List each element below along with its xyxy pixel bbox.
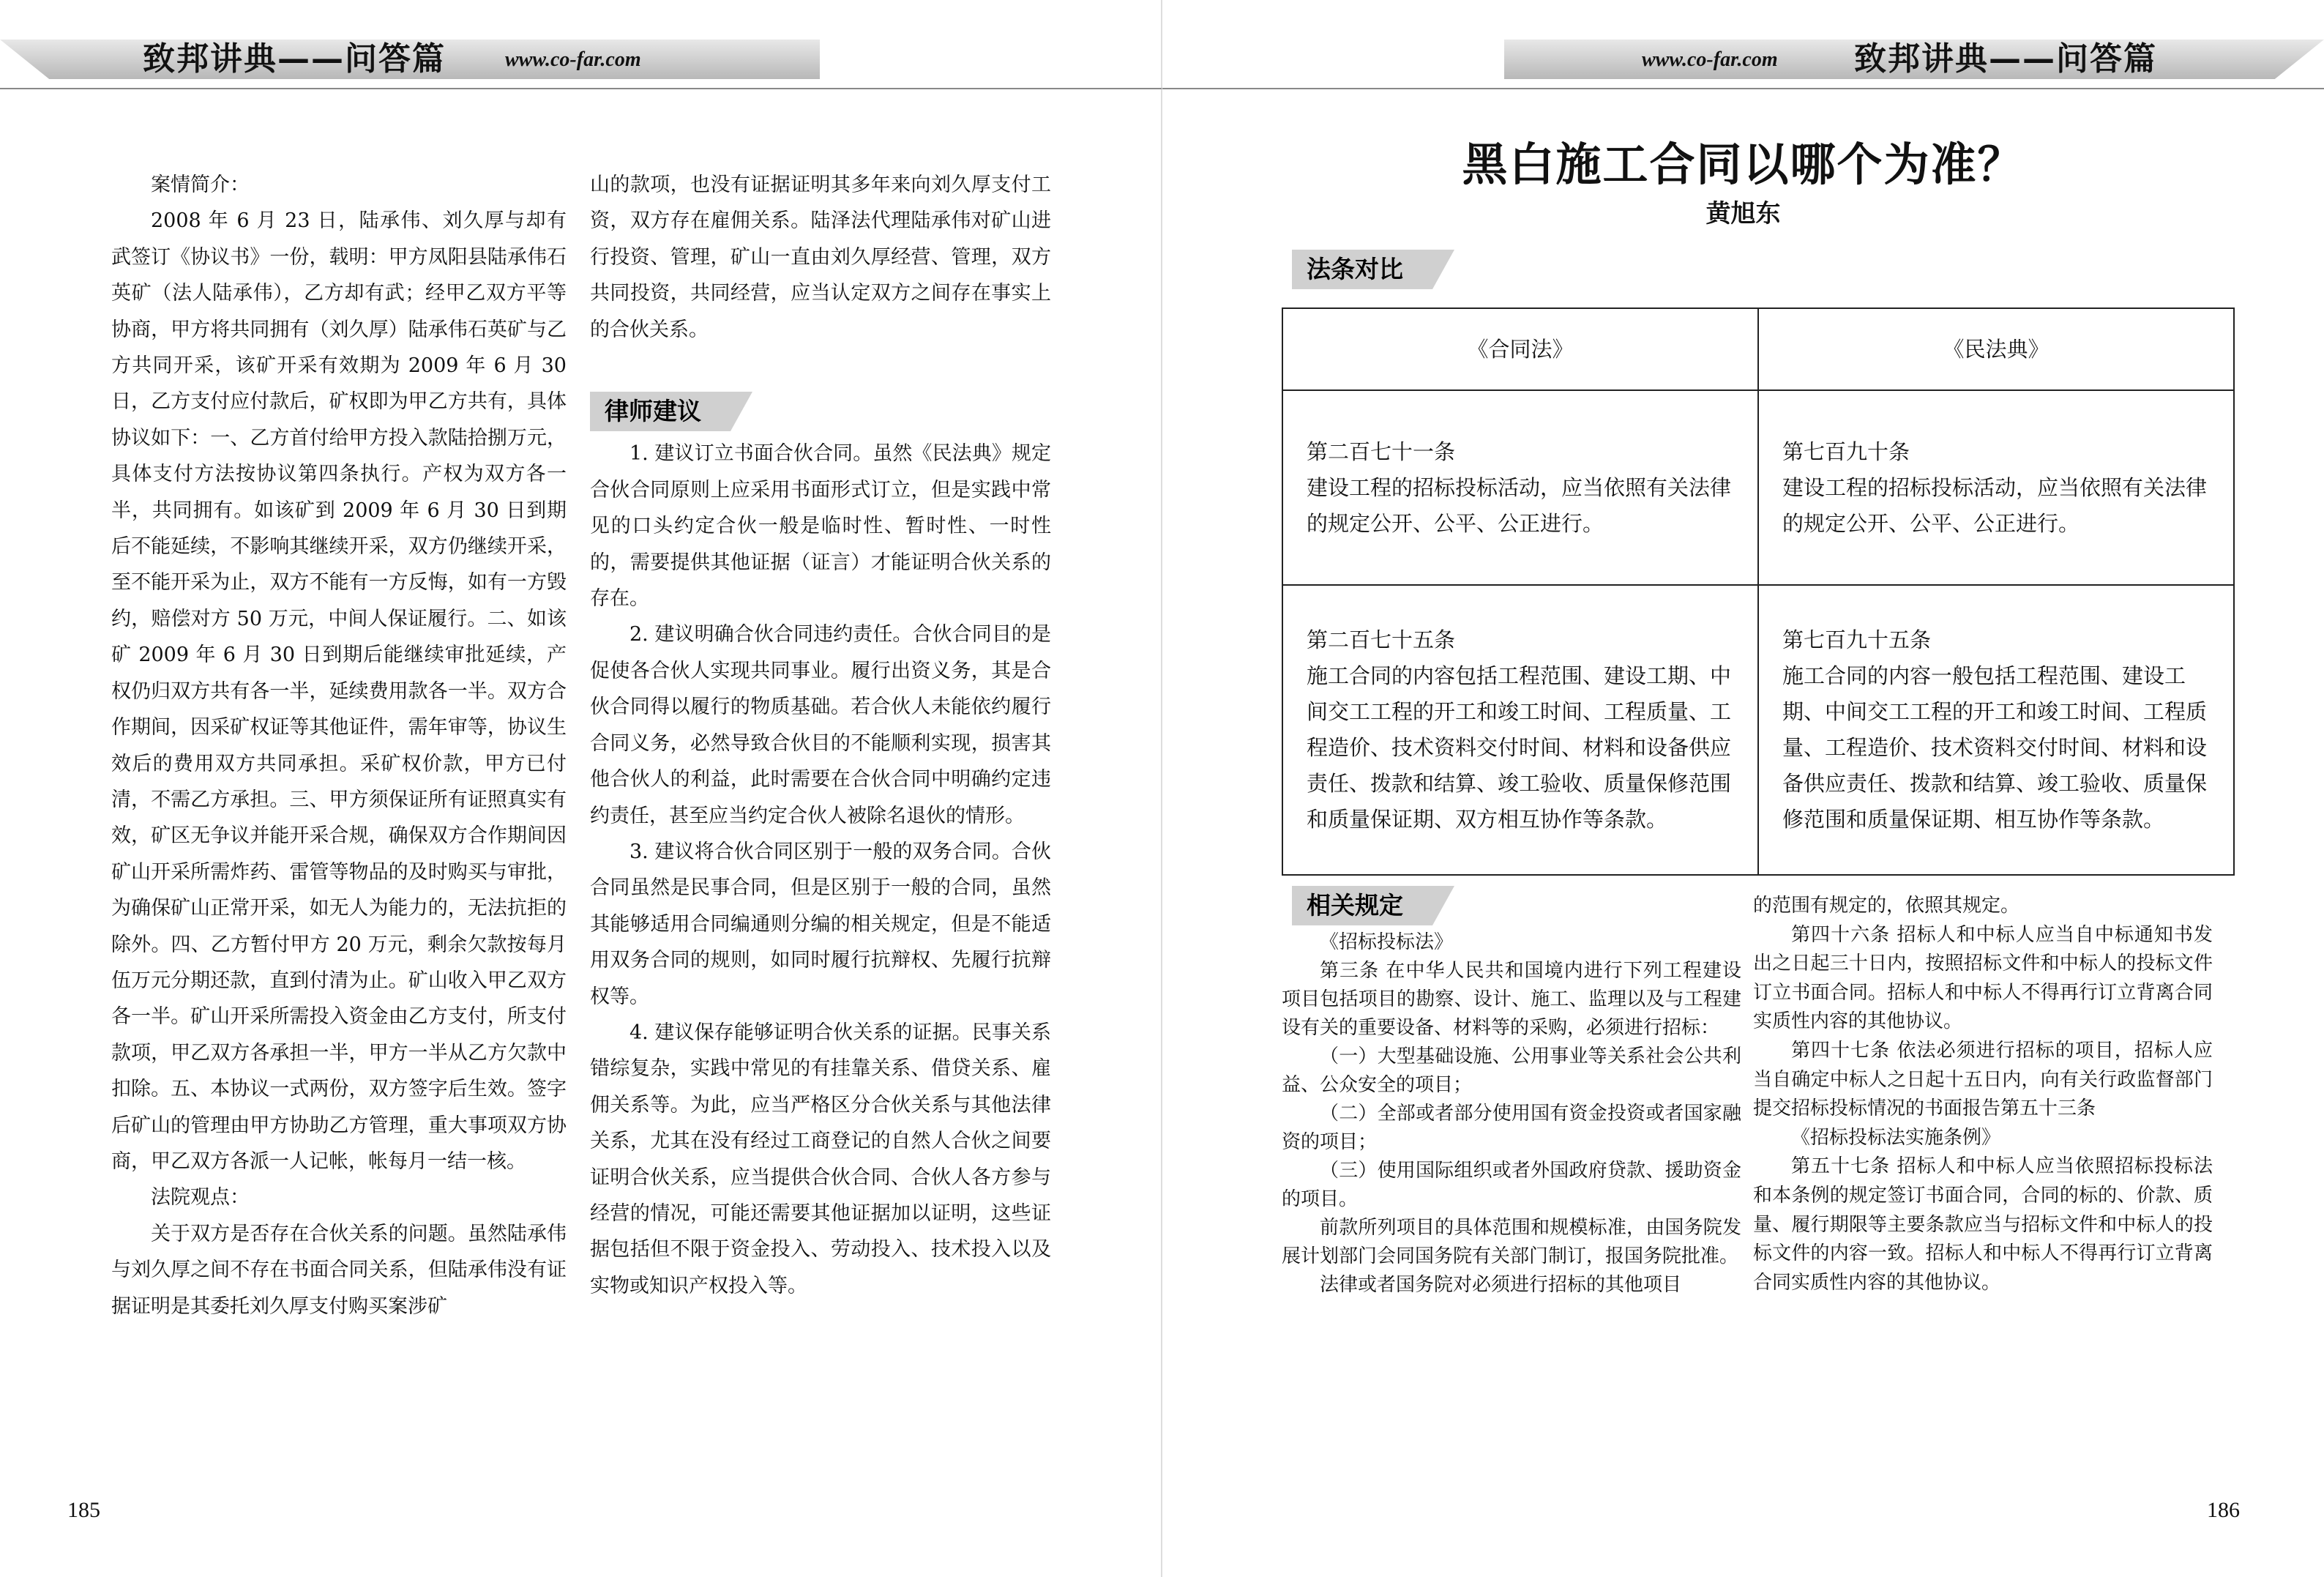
- advice-list: [590, 436, 1051, 1304]
- regulation-paragraph: 《招标投标法》: [1320, 931, 1454, 953]
- article-text: 施工合同的内容一般包括工程范围、建设工期、中间交工工程的开工和竣工时间、工程质量、工程造价、技术资料交付时间、材料和设备供应责任、拨款和结算、竣工验收、质量保修范围和质量保证期、相互协作等条款。: [1782, 663, 2208, 832]
- case-column: [111, 167, 567, 1324]
- regulation-paragraph: （二）全部或者部分使用国有资金投资或者国家融资的项目；: [1282, 1103, 1741, 1153]
- section-label-regulations: [1292, 886, 1432, 925]
- case-paragraph: 关于双方是否存在合伙关系的问题。虽然陆承伟与刘久厚之间不存在书面合同关系，但陆承伟没有证据证明是其委托刘久厚支付购买案涉矿: [111, 1222, 567, 1318]
- table-row: [1282, 585, 2234, 875]
- regulation-paragraph: 法律或者国务院对必须进行招标的其他项目: [1320, 1274, 1682, 1296]
- article-title: 黑白施工合同以哪个为准？: [1462, 138, 2025, 191]
- table-header-row: [1282, 308, 2234, 390]
- advice-item: 1. 建议订立书面合伙合同。虽然《民法典》规定合伙合同原则上应采用书面形式订立，但是实践中常见的口头约定合伙一般是临时性、暂时性、一时性的，需要提供其他证据（证言）才能证明合伙关系的存在。: [590, 442, 1051, 611]
- advice-item: 3. 建议将合伙合同区别于一般的双务合同。合伙合同虽然是民事合同，但是区别于一般的合同，虽然其能够适用合同编通则分编的相关规定，但是不能适用双务合同的规则，如同时履行抗辩权、先履行抗辩权等。: [590, 840, 1051, 1008]
- article-number: 第七百九十条: [1782, 439, 1910, 464]
- regulation-paragraph: （一）大型基础设施、公用事业等关系社会公共利益、公众安全的项目；: [1282, 1045, 1741, 1096]
- article-number: 第二百七十一条: [1307, 439, 1456, 464]
- law-comparison-table: [1282, 307, 2235, 876]
- article-text: 施工合同的内容包括工程范围、建设工期、中间交工工程的开工和竣工时间、工程质量、工程造价、技术资料交付时间、材料和设备供应责任、拨款和结算、竣工验收、质量保修范围和质量保证期、双方相互协作等条款。: [1307, 663, 1732, 832]
- page-number: 186: [2207, 1498, 2240, 1522]
- header-url: www.co-far.com: [505, 48, 641, 71]
- article-text: 建设工程的招标投标活动，应当依照有关法律的规定公开、公平、公正进行。: [1307, 474, 1732, 536]
- table-cell: [1282, 585, 1758, 875]
- advice-item: 2. 建议明确合伙合同违约责任。合伙合同目的是促使各合伙人实现共同事业。履行出资义务，其是合伙合同得以履行的物质基础。若合伙人未能依约履行合同义务，必然导致合伙目的不能顺利实现，损害其他合伙人的利益，此时需要在合伙合同中明确约定违约责任，甚至应当约定合伙人被除名退伙的情形。: [590, 623, 1051, 827]
- regulation-paragraph: 第三条 在中华人民共和国境内进行下列工程建设项目包括项目的勘察、设计、施工、监理以及与工程建设有关的重要设备、材料等的采购，必须进行招标：: [1282, 960, 1741, 1039]
- article-number: 第二百七十五条: [1307, 627, 1456, 652]
- regulation-paragraph: 的范围有规定的，依照其规定。: [1753, 895, 2020, 917]
- regulation-paragraph: （三）使用国际组织或者外国政府贷款、援助资金的项目。: [1282, 1160, 1741, 1210]
- right-page: [1162, 0, 2324, 1577]
- header-rule: [0, 88, 1162, 89]
- regulations-column-1: [1282, 928, 1741, 1300]
- section-label-text: 相关规定: [1292, 886, 1432, 925]
- regulation-paragraph: 前款所列项目的具体范围和规模标准，由国务院发展计划部门会同国务院有关部门制订，报国务院批准。: [1282, 1217, 1741, 1267]
- case-paragraph: 2008 年 6 月 23 日，陆承伟、刘久厚与却有武签订《协议书》一份，载明：甲方凤阳县陆承伟石英矿（法人陆承伟），乙方却有武；经甲乙双方平等协商，甲方将共同拥有（刘久厚）陆承伟石英矿与乙方共同开采，该矿开采有效期为 2009 年 6 月 30 日，乙方支付应付款后，矿权即为甲乙方共有，具体协议如下：一、乙方首付给甲方投入款陆拾捌万元，具体支付方法按协议第四条执行。产权为双方各一半，共同拥有。如该矿到 2009 年 6 月 30 日到期后不能延续，不影响其继续开采，双方仍继续开采，至不能开采为止，双方不能有一方反悔，如有一方毁约，赔偿对方 50 万元，中间人保证履行。二、如该矿 2009 年 6 月 30 日到期后能继续审批延续，产权仍归双方共有各一半，延续费用款各一半。双方合作期间，因采矿权证等其他证件，需年审等，协议生效后的费用双方共同承担。采矿权价款，甲方已付清，不需乙方承担。三、甲方须保证所有证照真实有效，矿区无争议并能开采合规，确保双方合作期间因矿山开采所需炸药、雷管等物品的及时购买与审批，为确保矿山正常开采，如无人为能力的，无法抗拒的除外。四、乙方暂付甲方 20 万元，剩余欠款按每月伍万元分期还款，直到付清为止。矿山收入甲乙双方各一半。矿山开采所需投入资金由乙方支付，所支付款项，甲乙双方各承担一半，甲方一半从乙方欠款中扣除。五、本协议一式两份，双方签字后生效。签字后矿山的管理由甲方协助乙方管理，重大事项双方协商，甲乙双方各派一人记帐，帐每月一结一核。: [111, 209, 567, 1173]
- regulation-paragraph: 《招标投标法实施条例》: [1791, 1126, 2001, 1149]
- table-header-civil-code: 《民法典》: [1758, 308, 2234, 390]
- section-label-text: 法条对比: [1292, 250, 1432, 289]
- regulations-column-2: [1753, 892, 2213, 1297]
- table-header-contract-law: 《合同法》: [1282, 308, 1758, 390]
- header-url: www.co-far.com: [1642, 48, 1778, 71]
- table-cell: [1758, 585, 2234, 875]
- case-paragraph: 法院观点：: [151, 1186, 250, 1209]
- court-opinion-continued: 山的款项，也没有证据证明其多年来向刘久厚支付工资，双方存在雇佣关系。陆泽法代理陆承伟对矿山进行投资、管理，矿山一直由刘久厚经营、管理，双方共同投资，共同经营，应当认定双方之间存在事实上的合伙关系。: [590, 174, 1051, 341]
- regulation-paragraph: 第五十七条 招标人和中标人应当依照招标投标法和本条例的规定签订书面合同，合同的标的、价款、质量、履行期限等主要条款应当与招标文件和中标人的投标文件的内容一致。招标人和中标人不得再行订立背离合同实质性内容的其他协议。: [1753, 1155, 2213, 1294]
- table-row: [1282, 390, 2234, 585]
- section-label-lawyer-advice: 律师建议: [590, 392, 731, 431]
- table-cell: [1758, 390, 2234, 585]
- page-number: 185: [67, 1498, 100, 1522]
- article-number: 第七百九十五条: [1782, 627, 1932, 652]
- advice-column: [590, 167, 1051, 1304]
- regulation-paragraph: 第四十六条 招标人和中标人应当自中标通知书发出之日起三十日内，按照招标文件和中标人的投标文件订立书面合同。招标人和中标人不得再行订立背离合同实质性内容的其他协议。: [1753, 923, 2213, 1033]
- article-author: 黄旭东: [1705, 199, 1781, 228]
- section-label-comparison: [1292, 250, 1432, 289]
- case-paragraph: 案情简介：: [151, 174, 250, 196]
- article-text: 建设工程的招标投标活动，应当依照有关法律的规定公开、公平、公正进行。: [1782, 474, 2208, 536]
- regulation-paragraph: 第四十七条 依法必须进行招标的项目，招标人应当自确定中标人之日起十五日内，向有关行政监督部门提交招标投标情况的书面报告第五十三条: [1753, 1039, 2213, 1120]
- advice-item: 4. 建议保存能够证明合伙关系的证据。民事关系错综复杂，实践中常见的有挂靠关系、借贷关系、雇佣关系等。为此，应当严格区分合伙关系与其他法律关系，尤其在没有经过工商登记的自然人合伙之间要证明合伙关系，应当提供合伙合同、合伙人各方参与经营的情况，可能还需要其他证据加以证明，这些证据包括但不限于资金投入、劳动投入、技术投入以及实物或知识产权投入等。: [590, 1021, 1051, 1297]
- table-cell: [1282, 390, 1758, 585]
- header-title: 致邦讲典——问答篇: [1854, 40, 2157, 78]
- header-title: 致邦讲典——问答篇: [143, 40, 446, 78]
- header-rule: [1162, 88, 2324, 89]
